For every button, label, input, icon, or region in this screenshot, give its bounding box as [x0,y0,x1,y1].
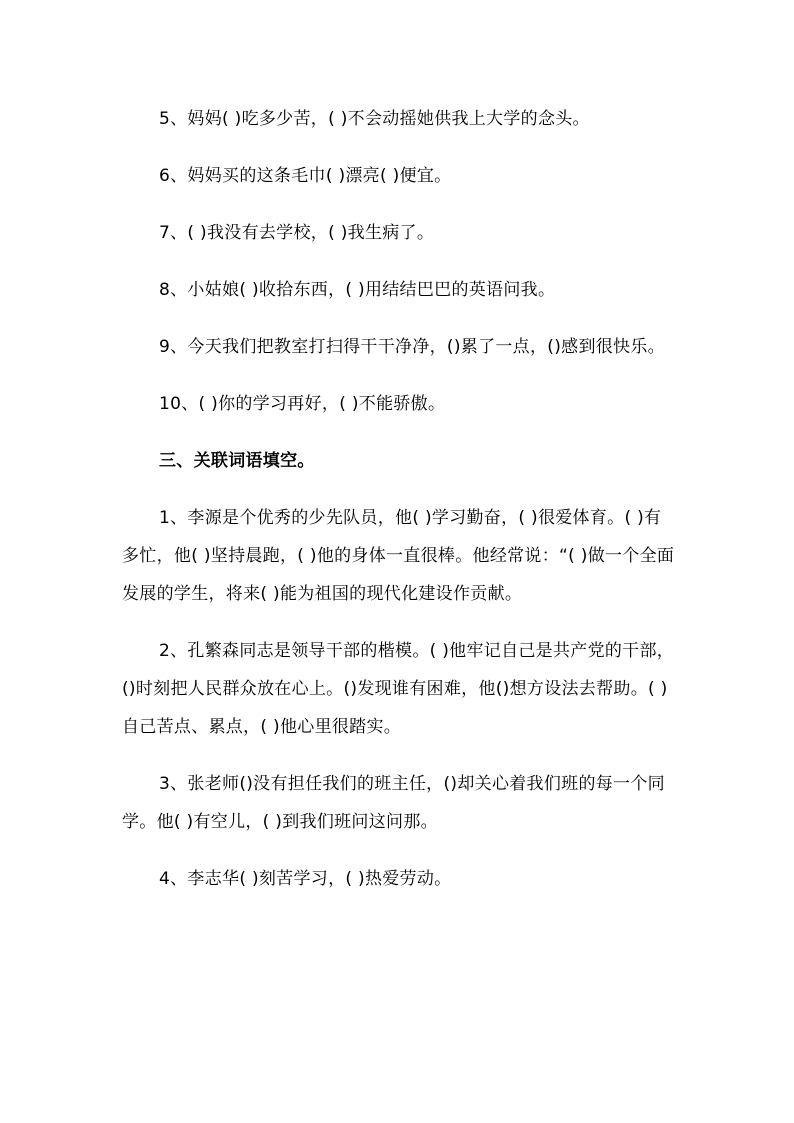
section-three-item-1: 1、李源是个优秀的少先队员，他( )学习勤奋，( )很爱体育。( )有多忙，他( )坚持晨跑，( )他的身体一直很棒。他经常说：“( )做一个全面发展的学生，将来( )能为祖国的现代化建设作贡献。 [122,508,675,604]
exercise-item-10: 10、( )你的学习再好，( )不能骄傲。 [159,394,446,414]
exercise-item-7: 7、( )我没有去学校，( )我生病了。 [159,223,435,243]
exercise-item-8: 8、小姑娘( )收拾东西，( )用结结巴巴的英语问我。 [159,280,556,300]
exercise-item-6: 6、妈妈买的这条毛巾( )漂亮( )便宜。 [159,166,452,186]
document-page [122,100,678,917]
section-three-heading: 三、关联词语填空。 [159,451,315,471]
exercise-item-5: 5、妈妈( )吃多少苦，( )不会动摇她供我上大学的念头。 [159,109,590,129]
section-three-item-2: 2、孔繁森同志是领导干部的楷模。( )他牢记自己是共产党的干部，()时刻把人民群众放在心上。()发现谁有困难，他()想方设法去帮助。( )自己苦点、累点，( )他心里很踏实。 [122,641,675,737]
exercise-item-9: 9、今天我们把教室打扫得干干净净，()累了一点，()感到很快乐。 [159,337,665,357]
section-three-item-3: 3、张老师()没有担任我们的班主任，()却关心着我们班的每一个同学。他( )有空儿，( )到我们班问这问那。 [122,774,665,832]
section-three-item-4: 4、李志华( )刻苦学习，( )热爱劳动。 [159,869,452,889]
